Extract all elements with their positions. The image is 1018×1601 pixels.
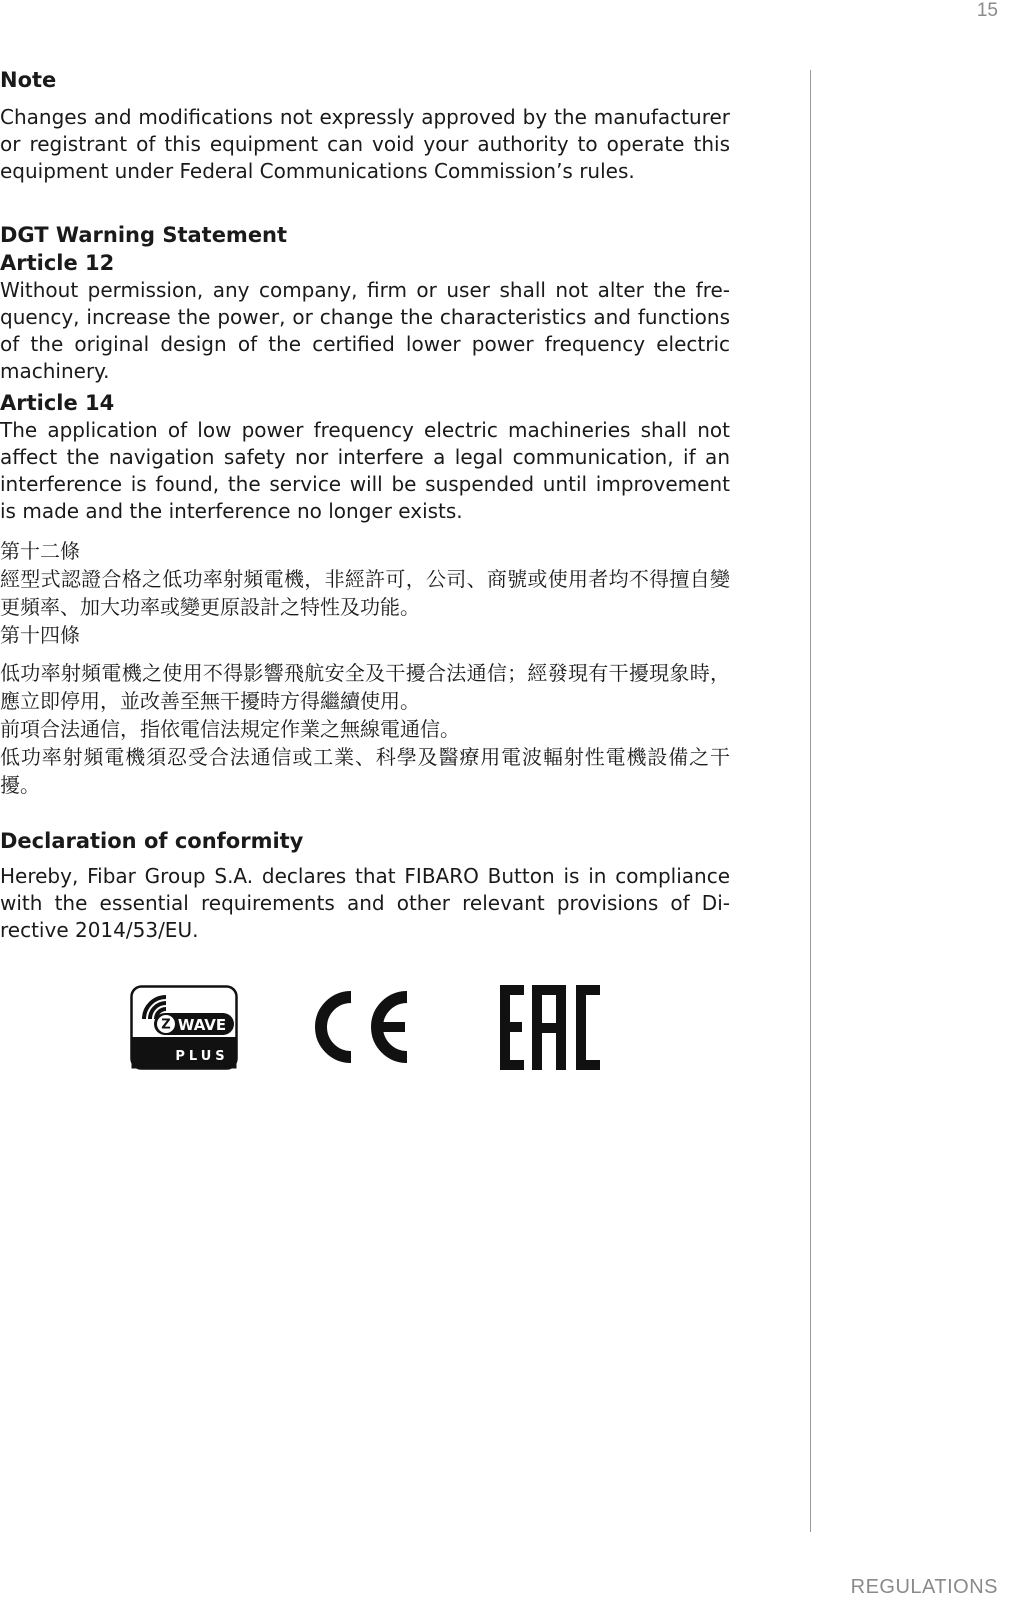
declaration-body: Hereby, Fibar Group S.A. declares that FIBARO Button is in compliance with the essential requirements and other relevant provisions of Directive 2014/53/EU.	[0, 864, 730, 942]
zwave-plus-logo-icon	[130, 985, 238, 1070]
article-14-heading: Article 14	[0, 391, 115, 415]
eac-mark-icon	[500, 985, 600, 1070]
column-divider	[810, 70, 811, 1532]
cjk-article-12-heading: 第十二條	[0, 539, 80, 563]
cjk-article-14-body-1: 低功率射頻電機之使用不得影響飛航安全及干擾合法通信；經發現有干擾現象時，應立即停用，並改善至無干擾時方得繼續使用。	[0, 661, 730, 713]
ce-mark-icon	[305, 989, 413, 1065]
cjk-article-14-body-2: 前項合法通信，指依電信法規定作業之無線電通信。	[0, 717, 460, 741]
document-body	[0, 66, 730, 944]
dgt-heading: DGT Warning Statement	[0, 223, 288, 247]
certification-logos	[130, 985, 600, 1070]
page-number: 15	[976, 0, 998, 21]
article-12-heading: Article 12	[0, 251, 115, 275]
cjk-article-14-heading: 第十四條	[0, 623, 80, 647]
zwave-letter: Z	[161, 1017, 171, 1033]
section-footer-label: REGULATIONS	[850, 1576, 998, 1598]
cjk-article-14-body-3: 低功率射頻電機須忍受合法通信或工業、科學及醫療用電波輻射性電機設備之干擾。	[0, 745, 730, 797]
note-heading: Note	[0, 68, 57, 92]
declaration-heading: Declaration of conformity	[0, 829, 304, 853]
zwave-plus-text: PLUS	[175, 1049, 229, 1064]
article-14-body: The application of low power frequency electric machineries shall not aﬀect the navigation safety nor interfere a legal communication, if an interference is found, the service will be suspended until improvement is made and the interference no longer exists.	[0, 418, 730, 523]
zwave-wordmark: WAVE	[177, 1016, 227, 1034]
cjk-article-12-body: 經型式認證合格之低功率射頻電機，非經許可，公司、商號或使用者均不得擅自變更頻率、加大功率或變更原設計之特性及功能。	[0, 567, 730, 619]
note-body: Changes and modiﬁcations not expressly approved by the manufacturer or registrant of this equipment can void your authority to operate this equipment under Federal Communications Commission’s rules.	[0, 105, 730, 183]
article-12-body: Without permission, any company, ﬁrm or user shall not alter the frequency, increase the power, or change the characteristics and functions of the original design of the certiﬁed lower power frequency electric machinery.	[0, 278, 730, 383]
